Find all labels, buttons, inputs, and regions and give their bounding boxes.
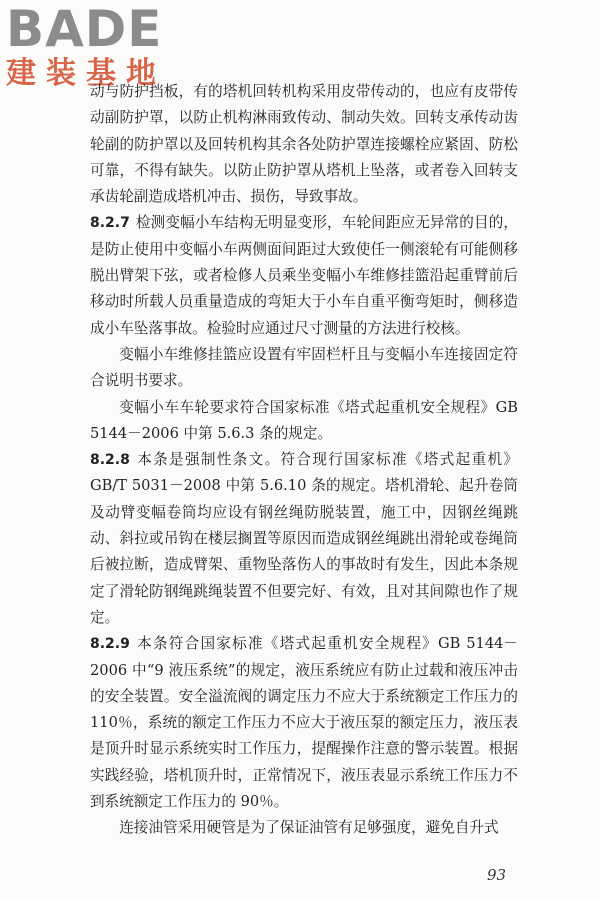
paragraph-text: 连接油管采用硬管是为了保证油管有足够强度，避免自升式 bbox=[119, 819, 499, 837]
watermark-subtitle: 建装基地 bbox=[6, 56, 166, 91]
page-number: 93 bbox=[487, 866, 507, 884]
paragraph-text: 检测变幅小车结构无明显变形，车轮间距应无异常的目的，是防止使用中变幅小车两侧面间距过大致使任一侧滚轮有可能侧移脱出臂架下弦，或者检修人员乘坐变幅小车维修挂篮沿起重臂前后移动时所载人员重量造成的弯矩大于小车自重平衡弯矩时，侧移造成小车坠落事故。检验时应通过尺寸测量的方法进行校核。 bbox=[90, 214, 518, 337]
paragraph bbox=[90, 815, 518, 841]
paragraph bbox=[90, 342, 518, 395]
body-text bbox=[90, 79, 518, 842]
watermark-brand: BADE bbox=[6, 0, 163, 58]
paragraph bbox=[90, 210, 518, 341]
paragraph-text: 动与防护挡板，有的塔机回转机构采用皮带传动的，也应有皮带传动副防护罩，以防止机构淋雨致传动、制动失效。回转支承传动齿轮副的防护罩以及回转机构其余各处防护罩连接螺栓应紧固、防松可靠，不得有缺失。以防止防护罩从塔机上坠落，或者卷入回转支承齿轮副造成塔机冲击、损伤，导致事故。 bbox=[90, 83, 518, 206]
paragraph bbox=[90, 631, 518, 815]
paragraph bbox=[90, 447, 518, 631]
section-number: 8.2.8 bbox=[90, 452, 130, 469]
paragraph-text: 变幅小车车轮要求符合国家标准《塔式起重机安全规程》GB 5144－2006 中第 5.6.3 条的规定。 bbox=[90, 398, 518, 442]
paragraph-text: 变幅小车维修挂篮应设置有牢固栏杆且与变幅小车连接固定符合说明书要求。 bbox=[90, 345, 518, 390]
paragraph-text: 本条符合国家标准《塔式起重机安全规程》GB 5144－2006 中“9 液压系统”的规定，液压系统应有防止过载和液压冲击的安全装置。安全溢流阀的调定压力不应大于系统额定工作压力的 110％，系统的额定工作压力不应大于液压泵的额定压力，液压表是顶升时显示系统实时工作压力，提醒操作注意的警示装置。根据实践经验，塔机顶升时，正常情况下，液压表显示系统工作压力不到系统额定工作压力的 90％。 bbox=[90, 635, 518, 811]
paragraph bbox=[90, 79, 518, 210]
paragraph bbox=[90, 395, 518, 448]
paragraph-text: 本条是强制性条文。符合现行国家标准《塔式起重机》GB/T 5031－2008 中第 5.6.10 条的规定。塔机滑轮、起升卷筒及动臂变幅卷筒均应设有钢丝绳防脱装置，施工中，因钢丝绳跳动、斜拉或吊钩在楼层搁置等原因而造成钢丝绳跳出滑轮或卷绳筒后被拉断，造成臂架、重物坠落伤人的事故时有发生，因此本条规定了滑轮防钢绳跳绳装置不但要完好、有效，且对其间隙也作了规定。 bbox=[90, 451, 518, 626]
section-number: 8.2.9 bbox=[90, 636, 130, 653]
section-number: 8.2.7 bbox=[90, 215, 130, 232]
